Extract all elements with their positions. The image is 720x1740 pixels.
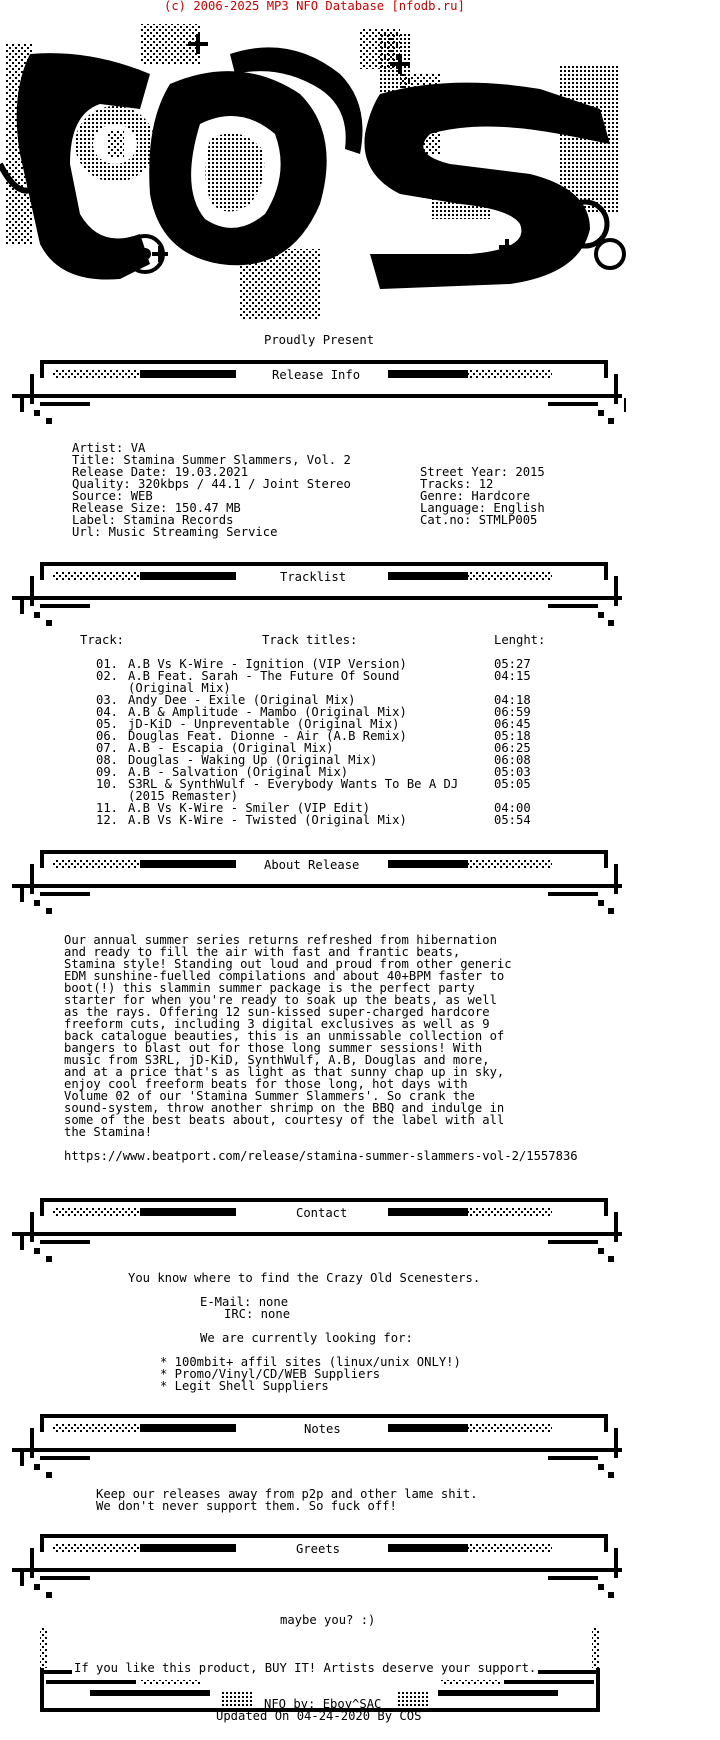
- track-number: 11.: [96, 801, 119, 815]
- release-field: Genre: Hardcore: [420, 489, 531, 503]
- track-number: 07.: [96, 741, 119, 755]
- release-field: Label: Stamina Records: [72, 513, 234, 527]
- about-line: and at a price that's as light as that sunny chap up in sky,: [64, 1065, 505, 1079]
- notes-line: We don't never support them. So fuck off!: [96, 1499, 397, 1513]
- track-title: A.B - Escapia (Original Mix): [128, 741, 334, 755]
- track-length: 04:15: [494, 669, 531, 683]
- section-title-release: Release Info: [268, 368, 364, 382]
- track-length: 04:00: [494, 801, 531, 815]
- track-number: 10.: [96, 777, 119, 791]
- about-line: sound-system, throw another shrimp on the BBQ and indulge in: [64, 1101, 505, 1115]
- tracklist-header-length: Lenght:: [494, 633, 546, 647]
- track-number: 08.: [96, 753, 119, 767]
- tracklist-header-titles: Track titles:: [262, 633, 358, 647]
- footer-support-text: If you like this product, BUY IT! Artists deserve your support.: [74, 1661, 537, 1675]
- about-line: boot(!) this slammin summer package is the perfect party: [64, 981, 475, 995]
- track-title: A.B Feat. Sarah - The Future Of Sound: [128, 669, 400, 683]
- section-title-tracklist: Tracklist: [276, 570, 350, 584]
- copyright-line: (c) 2006-2025 MP3 NFO Database [nfodb.ru]: [164, 0, 465, 13]
- track-length: 06:08: [494, 753, 531, 767]
- beatport-link[interactable]: https://www.beatport.com/release/stamina-summer-slammers-vol-2/1557836: [64, 1149, 578, 1163]
- about-line: starter for when you're ready to soak up the beats, as well: [64, 993, 497, 1007]
- track-number: 01.: [96, 657, 119, 671]
- release-field: Url: Music Streaming Service: [72, 525, 278, 539]
- notes-line: Keep our releases away from p2p and other lame shit.: [96, 1487, 478, 1501]
- about-line: back catalogue beauties, this is an unmissable collection of: [64, 1029, 505, 1043]
- section-title-about: About Release: [260, 858, 363, 872]
- release-field: Street Year: 2015: [420, 465, 545, 479]
- release-field: Tracks: 12: [420, 477, 494, 491]
- track-title: Douglas Feat. Dionne - Air (A.B Remix): [128, 729, 407, 743]
- about-line: Stamina style! Standing out loud and proud from other generic: [64, 957, 512, 971]
- track-title: Douglas - Waking Up (Original Mix): [128, 753, 378, 767]
- track-length: 04:18: [494, 693, 531, 707]
- section-title-notes: Notes: [300, 1422, 345, 1436]
- track-title: A.B Vs K-Wire - Ignition (VIP Version): [128, 657, 407, 671]
- release-field: Release Date: 19.03.2021: [72, 465, 249, 479]
- track-length: 06:45: [494, 717, 531, 731]
- greets-text: maybe you? :): [280, 1613, 376, 1627]
- release-field: Quality: 320kbps / 44.1 / Joint Stereo: [72, 477, 351, 491]
- contact-wanted-item: * Legit Shell Suppliers: [160, 1379, 329, 1393]
- contact-email: E-Mail: none: [200, 1295, 289, 1309]
- about-line: the Stamina!: [64, 1125, 153, 1139]
- track-title-continued: (2015 Remaster): [128, 789, 239, 803]
- about-line: Our annual summer series returns refreshed from hibernation: [64, 933, 497, 947]
- track-title: S3RL & SynthWulf - Everybody Wants To Be A DJ: [128, 777, 459, 791]
- about-line: some of the best beats about, courtesy of the label with all: [64, 1113, 505, 1127]
- about-line: Volume 02 of our 'Stamina Summer Slammers'. So crank the: [64, 1089, 475, 1103]
- cos-logo-art: [0, 14, 720, 336]
- track-number: 06.: [96, 729, 119, 743]
- release-field: Source: WEB: [72, 489, 153, 503]
- track-length: 05:05: [494, 777, 531, 791]
- contact-irc: IRC: none: [224, 1307, 291, 1321]
- footer-updated: Updated On 04-24-2020 By COS: [216, 1709, 422, 1723]
- about-line: as the rays. Offering 12 sun-kissed super-charged hardcore: [64, 1005, 490, 1019]
- about-line: freeform cuts, including 3 digital exclusives as well as 9: [64, 1017, 490, 1031]
- about-line: bangers to blast out for those long summer sessions! With: [64, 1041, 483, 1055]
- track-title-continued: (Original Mix): [128, 681, 231, 695]
- track-title: A.B - Salvation (Original Mix): [128, 765, 349, 779]
- section-title-contact: Contact: [292, 1206, 351, 1220]
- release-field: Cat.no: STMLP005: [420, 513, 538, 527]
- release-field: Artist: VA: [72, 441, 146, 455]
- track-number: 04.: [96, 705, 119, 719]
- track-title: jD-KiD - Unpreventable (Original Mix): [128, 717, 400, 731]
- track-length: 06:25: [494, 741, 531, 755]
- track-length: 05:18: [494, 729, 531, 743]
- track-number: 02.: [96, 669, 119, 683]
- track-number: 05.: [96, 717, 119, 731]
- footer-nfo-by: NFO by: Eboy^SAC: [264, 1697, 382, 1711]
- section-title-greets: Greets: [292, 1542, 344, 1556]
- track-length: 05:54: [494, 813, 531, 827]
- tracklist-header-track: Track:: [80, 633, 125, 647]
- contact-wanted-item: * 100mbit+ affil sites (linux/unix ONLY!): [160, 1355, 461, 1369]
- about-line: EDM sunshine-fuelled compilations and about 40+BPM faster to: [64, 969, 505, 983]
- track-length: 05:27: [494, 657, 531, 671]
- contact-intro: You know where to find the Crazy Old Scenesters.: [128, 1271, 481, 1285]
- track-title: A.B Vs K-Wire - Twisted (Original Mix): [128, 813, 407, 827]
- release-field: Release Size: 150.47 MB: [72, 501, 241, 515]
- track-number: 12.: [96, 813, 119, 827]
- contact-wanted-item: * Promo/Vinyl/CD/WEB Suppliers: [160, 1367, 381, 1381]
- track-number: 03.: [96, 693, 119, 707]
- track-length: 05:03: [494, 765, 531, 779]
- track-title: Andy Dee - Exile (Original Mix): [128, 693, 356, 707]
- contact-looking: We are currently looking for:: [200, 1331, 413, 1345]
- proudly-present: Proudly Present: [264, 333, 375, 347]
- track-number: 09.: [96, 765, 119, 779]
- track-length: 06:59: [494, 705, 531, 719]
- track-title: A.B & Amplitude - Mambo (Original Mix): [128, 705, 407, 719]
- release-field: Language: English: [420, 501, 545, 515]
- track-title: A.B Vs K-Wire - Smiler (VIP Edit): [128, 801, 371, 815]
- about-line: and ready to fill the air with fast and frantic beats,: [64, 945, 461, 959]
- about-line: enjoy cool freeform beats for those long, hot days with: [64, 1077, 468, 1091]
- about-line: music from S3RL, jD-KiD, SynthWulf, A.B, Douglas and more,: [64, 1053, 490, 1067]
- release-field: Title: Stamina Summer Slammers, Vol. 2: [72, 453, 351, 467]
